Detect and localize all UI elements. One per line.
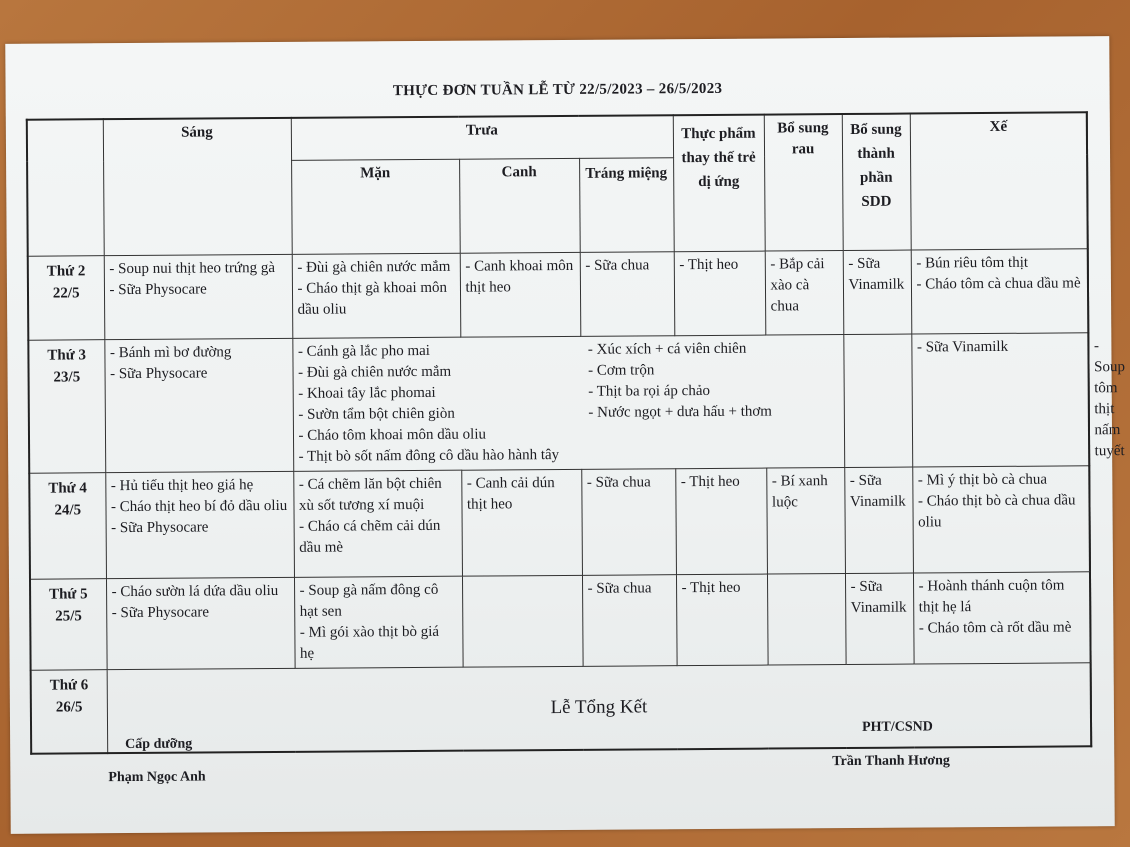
weekly-menu-table	[26, 111, 1125, 754]
rau-cell	[843, 334, 912, 467]
trang-mieng-cell: - Sữa chua	[582, 574, 677, 666]
menu-item: - Sườn tẩm bột chiên giòn	[298, 405, 455, 423]
menu-item: - Mì gói xào thịt bò giá hẹ	[299, 623, 440, 662]
menu-item: - Soup tôm thịt nấm tuyết	[1093, 337, 1125, 459]
menu-item: - Nước ngọt + dưa hấu + thơm	[588, 403, 773, 421]
menu-item: - Xúc xích + cá viên chiên	[587, 340, 747, 358]
menu-item: - Cháo sườn lá dứa dầu oliu	[111, 582, 279, 600]
menu-item: - Soup nui thịt heo trứng gà	[109, 259, 276, 277]
menu-item: - Khoai tây lắc phomai	[298, 384, 436, 402]
thay-the-cell: - Thịt heo	[675, 468, 767, 575]
sdd-cell: - Sữa Vinamilk	[843, 250, 912, 334]
trang-mieng-cell: - Sữa chua	[580, 251, 675, 336]
day-label: Thứ 6	[49, 676, 89, 694]
canh-cell: - Canh cải dún thịt heo	[461, 469, 582, 576]
sdd-cell: - Sữa Vinamilk	[844, 467, 913, 573]
menu-item: - Sữa Physocare	[111, 603, 210, 621]
menu-item: - Cháo thịt heo bí đỏ dầu oliu	[110, 497, 288, 515]
menu-item: - Đùi gà chiên nước mắm	[297, 258, 451, 276]
day-cell	[29, 472, 106, 579]
day-cell	[28, 255, 105, 340]
menu-item: - Cháo thịt gà khoai môn dầu oliu	[297, 279, 448, 318]
menu-item: - Cánh gà lắc pho mai	[297, 342, 431, 360]
header-sang: Sáng	[103, 118, 292, 255]
menu-item: - Cơm trộn	[587, 361, 655, 379]
menu-item: - Đùi gà chiên nước mắm	[298, 363, 452, 381]
signature-right-name: Trần Thanh Hương	[832, 753, 950, 770]
sang-cell	[104, 254, 293, 339]
rau-cell: - Bí xanh luộc	[766, 467, 845, 574]
menu-item: - Sữa Physocare	[109, 280, 207, 298]
menu-item: - Hoành thánh cuộn tôm thịt hẹ lá	[918, 576, 1065, 615]
menu-item: - Sữa Physocare	[110, 364, 208, 382]
day-label: Thứ 3	[47, 346, 87, 364]
day-date: 22/5	[52, 284, 80, 302]
xe-cell	[913, 571, 1091, 663]
xe-cell	[912, 465, 1090, 572]
trang-mieng-cell: - Sữa chua	[581, 468, 676, 575]
menu-item: - Mì ý thịt bò cà chua	[917, 471, 1048, 489]
trua-left-list	[298, 339, 584, 467]
day-label: Thứ 5	[48, 585, 88, 603]
xe-cell	[911, 248, 1089, 333]
menu-item: - Sữa Physocare	[111, 518, 209, 536]
day-date: 26/5	[55, 698, 83, 716]
menu-item: - Cháo cá chẽm cải dún dầu mè	[299, 517, 441, 556]
day-date: 23/5	[53, 368, 81, 386]
header-canh: Canh	[459, 158, 580, 253]
menu-item: - Cháo tôm cà rốt dầu mè	[918, 618, 1072, 636]
day-label: Thứ 2	[46, 262, 86, 280]
day-cell	[30, 578, 107, 670]
trua-combined-cell	[292, 334, 844, 471]
sang-cell	[105, 471, 294, 578]
trua-right-list	[583, 338, 839, 466]
header-man: Mặn	[291, 159, 460, 254]
man-cell	[294, 576, 463, 668]
header-xe: Xế	[910, 112, 1088, 249]
menu-item: - Thịt ba rọi áp chảo	[588, 382, 711, 400]
signature-left-title: Cấp dưỡng	[125, 736, 193, 753]
day-cell	[28, 339, 105, 473]
day-date: 25/5	[55, 607, 82, 625]
menu-item: - Bánh mì bơ đường	[109, 343, 232, 361]
signature-left-name: Phạm Ngọc Anh	[108, 769, 206, 786]
table-row	[28, 332, 1089, 472]
man-cell	[292, 253, 461, 338]
table-row	[28, 248, 1089, 339]
header-bo-sung-sdd: Bổ sung thành phần SDD	[842, 114, 911, 250]
menu-item: - Bún riêu tôm thịt	[916, 254, 1029, 272]
menu-item: - Cháo tôm cà chua dầu mè	[916, 274, 1081, 293]
sdd-cell: - Sữa Vinamilk	[845, 573, 914, 664]
menu-item: - Hủ tiếu thịt heo giá hẹ	[110, 476, 254, 494]
day-date: 24/5	[54, 501, 82, 519]
sang-cell	[104, 338, 293, 472]
header-row	[27, 112, 1087, 161]
day-cell	[31, 669, 108, 754]
menu-item: - Cá chẽm lăn bột chiên xù sốt tương xí muội	[298, 475, 442, 514]
sdd-cell: - Sữa Vinamilk	[911, 332, 1089, 466]
event-cell: Lễ Tổng Kết	[107, 662, 1092, 753]
day-label: Thứ 4	[48, 479, 87, 497]
menu-item: - Thịt bò sốt nấm đông cô dầu hào hành tây	[298, 446, 560, 465]
rau-cell: - Bắp cải xào cà chua	[765, 250, 844, 335]
header-trang-mieng: Tráng miệng	[579, 157, 674, 252]
header-thay-the: Thực phẩm thay thế trẻ dị ứng	[673, 115, 765, 252]
header-trua: Trưa	[291, 115, 673, 160]
menu-item: - Soup gà nấm đông cô hạt sen	[299, 581, 439, 620]
header-bo-sung-rau: Bổ sung rau	[764, 114, 843, 251]
menu-item: - Cháo thịt bò cà chua dầu oliu	[917, 491, 1076, 531]
thay-the-cell: - Thịt heo	[676, 574, 768, 666]
table-row	[29, 465, 1090, 578]
rau-cell	[767, 573, 846, 665]
signature-right-title: PHT/CSND	[861, 719, 933, 735]
canh-cell	[462, 575, 583, 667]
table-row	[30, 571, 1091, 669]
day-header	[27, 119, 104, 256]
man-cell	[293, 470, 462, 577]
menu-sheet	[5, 36, 1125, 834]
sang-cell	[106, 577, 295, 669]
page-title: THỰC ĐƠN TUẦN LỄ TỪ 22/5/2023 – 26/5/2023	[392, 80, 723, 100]
canh-cell: - Canh khoai môn thịt heo	[460, 252, 581, 337]
thay-the-cell: - Thịt heo	[674, 251, 766, 336]
menu-item: - Cháo tôm khoai môn dầu oliu	[298, 426, 487, 444]
